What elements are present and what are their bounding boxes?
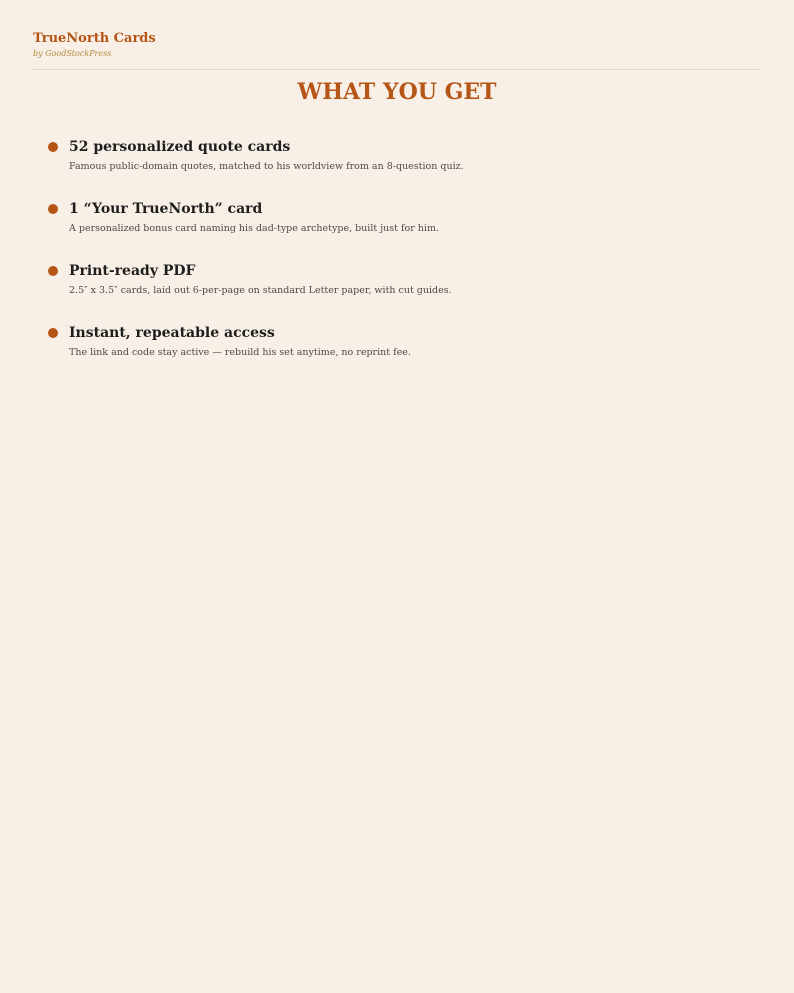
feature-description: Famous public-domain quotes, matched to his worldview from an 8-question quiz.	[69, 161, 464, 172]
feature-title: 52 personalized quote cards	[69, 139, 291, 155]
feature-description: 2.5″ x 3.5″ cards, laid out 6-per-page on standard Letter paper, with cut guides.	[69, 285, 452, 296]
feature-title: Instant, repeatable access	[69, 325, 275, 341]
brand-header	[33, 30, 761, 60]
bullet-icon	[48, 266, 58, 276]
header-divider	[33, 69, 761, 70]
feature-description: The link and code stay active — rebuild his set anytime, no reprint fee.	[69, 347, 411, 358]
feature-item	[48, 322, 748, 384]
page-title: WHAT YOU GET	[297, 79, 497, 105]
feature-item	[48, 260, 748, 322]
feature-list	[48, 136, 748, 384]
feature-item	[48, 198, 748, 260]
feature-description: A personalized bonus card naming his dad-type archetype, built just for him.	[69, 223, 439, 234]
page	[33, 30, 761, 358]
bullet-icon	[48, 204, 58, 214]
feature-item	[48, 136, 748, 198]
feature-title: 1 “Your TrueNorth” card	[69, 201, 263, 217]
bullet-icon	[48, 328, 58, 338]
feature-title: Print-ready PDF	[69, 263, 196, 279]
brand-subtitle: by GoodStockPress	[33, 49, 112, 58]
brand-title: TrueNorth Cards	[33, 31, 156, 46]
bullet-icon	[48, 142, 58, 152]
